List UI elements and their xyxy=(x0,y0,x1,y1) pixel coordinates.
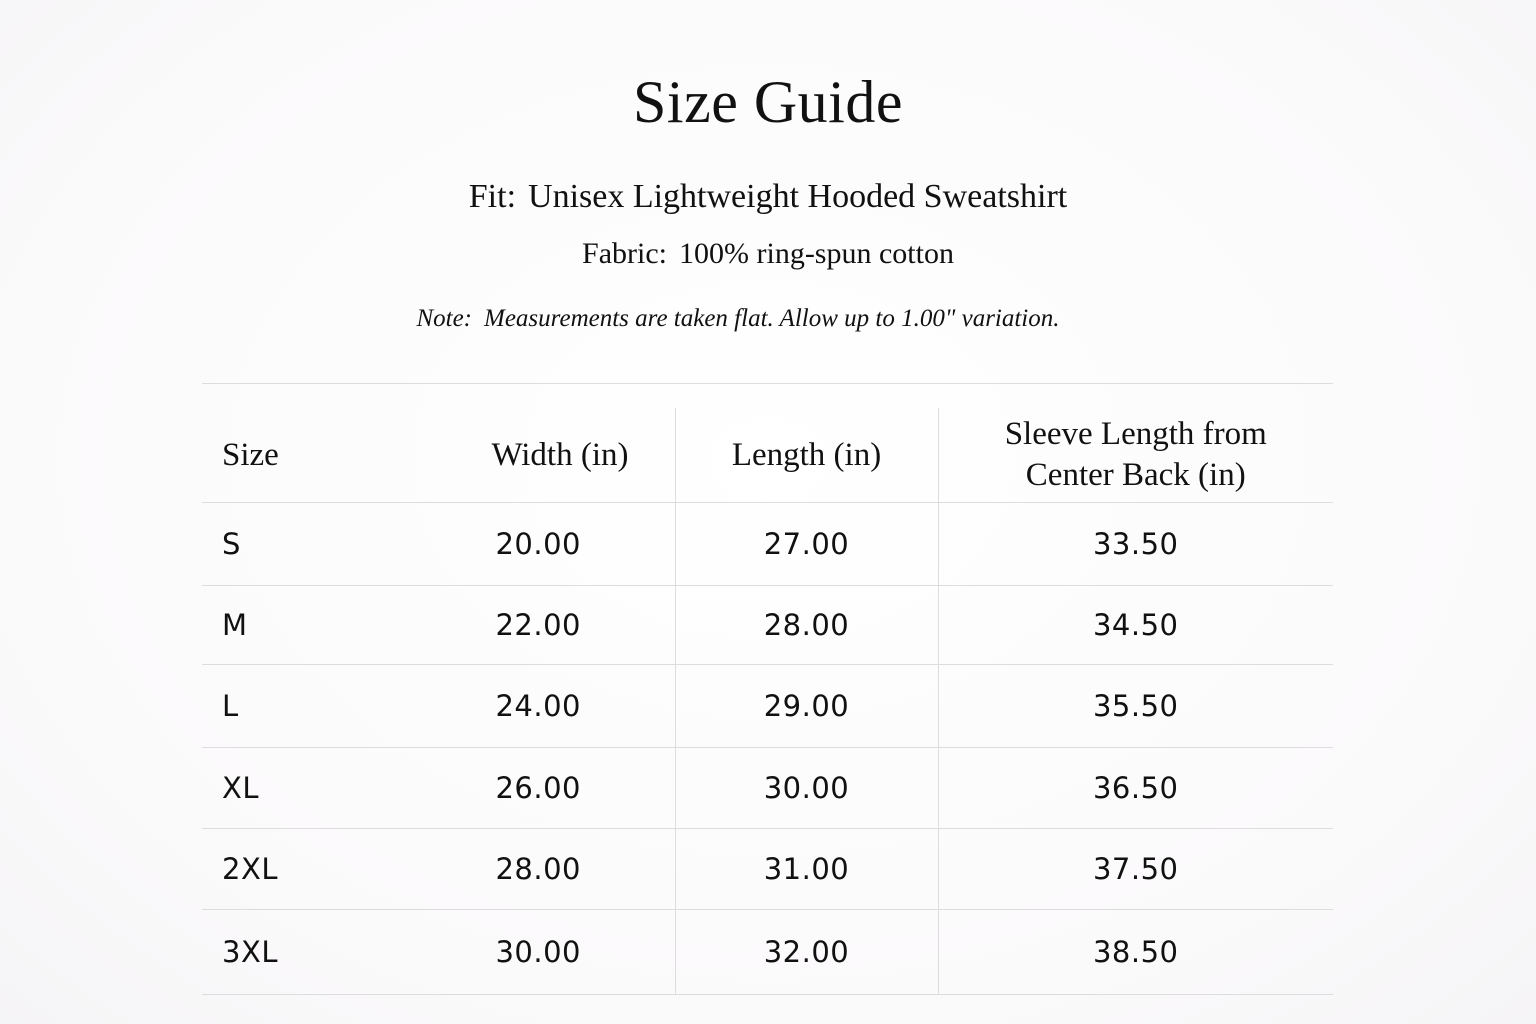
fit-line xyxy=(0,176,1536,218)
size-cell: 3XL xyxy=(202,910,402,995)
header-sleeve-line-1: Sleeve Length from xyxy=(1004,416,1267,452)
header-width: Width (in) xyxy=(402,408,675,503)
size-cell: XL xyxy=(202,748,402,829)
fit-label: Fit: xyxy=(468,178,517,215)
size-cell: 2XL xyxy=(202,829,402,910)
header-length: Length (in) xyxy=(675,408,938,503)
sleeve-cell: 37.50 xyxy=(938,829,1333,910)
page-title: Size Guide xyxy=(633,69,903,135)
size-cell: M xyxy=(202,586,402,665)
width-cell: 26.00 xyxy=(402,748,675,829)
length-cell: 32.00 xyxy=(675,910,938,995)
sleeve-cell: 34.50 xyxy=(938,586,1333,665)
length-cell: 27.00 xyxy=(675,503,938,586)
width-cell: 20.00 xyxy=(402,503,675,586)
table-row xyxy=(202,748,1333,829)
table-row xyxy=(202,829,1333,910)
width-cell: 22.00 xyxy=(402,586,675,665)
size-cell: L xyxy=(202,665,402,748)
length-cell: 29.00 xyxy=(675,665,938,748)
note-label: Note: xyxy=(416,305,473,332)
size-table xyxy=(202,408,1333,995)
width-cell: 28.00 xyxy=(402,829,675,910)
fit-value: Unisex Lightweight Hooded Sweatshirt xyxy=(528,178,1068,215)
sleeve-cell: 36.50 xyxy=(938,748,1333,829)
header-size: Size xyxy=(202,408,402,503)
table-row xyxy=(202,665,1333,748)
header-sleeve-length xyxy=(938,408,1333,503)
sleeve-cell: 38.50 xyxy=(938,910,1333,995)
sleeve-cell: 33.50 xyxy=(938,503,1333,586)
length-cell: 31.00 xyxy=(675,829,938,910)
table-row xyxy=(202,586,1333,665)
note-line xyxy=(0,302,1476,336)
table-header-row xyxy=(202,408,1333,503)
size-table-container xyxy=(202,383,1333,995)
width-cell: 30.00 xyxy=(402,910,675,995)
width-cell: 24.00 xyxy=(402,665,675,748)
size-cell: S xyxy=(202,503,402,586)
fabric-label: Fabric: xyxy=(582,237,667,270)
length-cell: 30.00 xyxy=(675,748,938,829)
length-cell: 28.00 xyxy=(675,586,938,665)
sleeve-cell: 35.50 xyxy=(938,665,1333,748)
header-sleeve-line-2: Center Back (in) xyxy=(1025,457,1246,493)
table-row xyxy=(202,910,1333,995)
fabric-line xyxy=(0,234,1536,274)
table-row xyxy=(202,503,1333,586)
fabric-value: 100% ring-spun cotton xyxy=(679,237,954,270)
note-value: Measurements are taken flat. Allow up to 1.00" variation. xyxy=(484,305,1060,332)
